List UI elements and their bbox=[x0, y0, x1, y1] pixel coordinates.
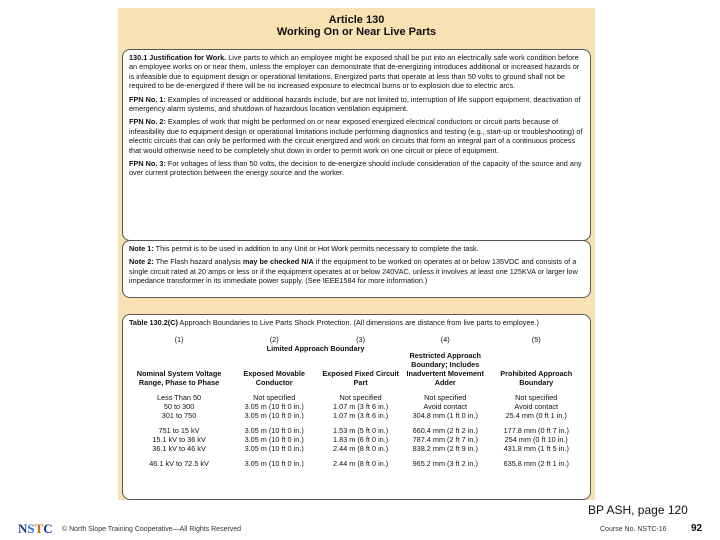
copyright-text: © North Slope Training Cooperative—All Rights Reserved bbox=[62, 526, 242, 533]
table-cell: Avoid contact bbox=[514, 402, 559, 412]
logo-letter: N bbox=[18, 521, 28, 536]
fpn1-label: FPN No. 1: bbox=[129, 94, 166, 104]
header-limited-approach: Limited Approach Boundary bbox=[266, 344, 365, 354]
table-cell: 3.05 m (10 ft 0 in.) bbox=[244, 459, 304, 469]
note2-label: Note 2: bbox=[129, 257, 154, 267]
table-cell: 1.53 m (5 ft 0 in.) bbox=[333, 426, 389, 436]
col-number: (5) bbox=[531, 335, 541, 345]
logo-letter: C bbox=[43, 521, 53, 536]
col-number: (2) bbox=[269, 335, 279, 345]
note2-paragraph bbox=[129, 257, 584, 285]
justification-box bbox=[122, 49, 591, 241]
header-prohibited-approach: Prohibited Approach Boundary bbox=[500, 369, 573, 388]
col-number: (1) bbox=[174, 335, 184, 345]
table-cell: 3.05 m (10 ft 0 in.) bbox=[244, 411, 304, 421]
table-row bbox=[129, 426, 584, 435]
table-cell: 3.05 m (10 ft 0 in.) bbox=[244, 435, 304, 445]
table-caption-text: Approach Boundaries to Live Parts Shock Protection. (All dimensions are distance from live parts to employee.) bbox=[177, 318, 539, 327]
fpn2-label: FPN No. 2: bbox=[129, 117, 166, 127]
table-cell: 304.8 mm (1 ft 0 in.) bbox=[412, 411, 478, 421]
table-cell: 751 to 15 kV bbox=[158, 426, 200, 436]
header-movable-conductor: Exposed Movable Conductor bbox=[243, 369, 305, 388]
slide-footer bbox=[18, 521, 718, 539]
table-cell: 3.05 m (10 ft 0 in.) bbox=[244, 402, 304, 412]
logo-letter: S bbox=[27, 521, 35, 536]
table-cell: 254 mm (0 ft 10 in.) bbox=[504, 435, 568, 445]
fpn1-paragraph bbox=[129, 95, 584, 114]
table-cell: Avoid contact bbox=[423, 402, 468, 412]
table-cell: 2.44 m (8 ft 0 in.) bbox=[333, 444, 389, 454]
table-cell: 177.8 mm (0 ft 7 in.) bbox=[503, 426, 569, 436]
note1-paragraph bbox=[129, 244, 584, 253]
col-number: (3) bbox=[356, 335, 366, 345]
table-cell: 2.44 m (8 ft 0 in.) bbox=[333, 459, 389, 469]
table-cell: 635.8 mm (2 ft 1 in.) bbox=[503, 459, 569, 469]
header-restricted-approach: Restricted Approach Boundary; Includes Inadvertent Movement Adder bbox=[406, 351, 484, 388]
header-voltage-range: Nominal System Voltage Range, Phase to Phase bbox=[136, 369, 222, 388]
table-cell: 787.4 mm (2 ft 7 in.) bbox=[412, 435, 478, 445]
table-cell: 50 to 300 bbox=[163, 402, 195, 412]
justification-text: Live parts to which an employee might be exposed shall be put into an electrically safe work condition before an employee works on or near them, unless the employer can demonstrate that de-energizing introduces additional or increased hazards or is infeasible due to equipment design or operational limitations. Energized parts that operate at less than 50 volts to ground shall not be required to be de-energized if there will be no increased exposure to electrical burns or to explosion due to electric arcs. bbox=[129, 53, 580, 91]
fpn3-paragraph bbox=[129, 159, 584, 178]
table-cell: 15.1 kV to 36 kV bbox=[152, 435, 206, 445]
notes-box bbox=[122, 240, 591, 298]
table-cell: 301 to 750 bbox=[161, 411, 197, 421]
note1-text: This permit is to be used in addition to any Unit or Hot Work permits necessary to complete the task. bbox=[153, 244, 479, 253]
logo-letter: T bbox=[34, 521, 44, 536]
fpn1-text: Examples of increased or additional hazards include, but are not limited to, interruption of life support equipment, deactivation of emergency alarm systems, and shutdown of hazardous location ventilation equipment. bbox=[129, 94, 581, 114]
table-cell: Less Than 50 bbox=[157, 393, 202, 403]
table-cell: 660.4 mm (2 ft 2 in.) bbox=[412, 426, 478, 436]
table-cell: 1.83 m (6 ft 0 in.) bbox=[333, 435, 389, 445]
column-number-row bbox=[129, 335, 584, 344]
table-cell: 431.8 mm (1 ft 5 in.) bbox=[503, 444, 569, 454]
fpn3-label: FPN No. 3: bbox=[129, 159, 166, 169]
approach-boundaries-table bbox=[129, 335, 584, 468]
table-cell: Not specified bbox=[424, 393, 467, 403]
table-row bbox=[129, 411, 584, 420]
justification-heading: 130.1 Justification for Work. bbox=[129, 53, 227, 62]
table-cell: 36.1 kV to 46 kV bbox=[152, 444, 206, 454]
table-caption-label: Table 130.2(C) bbox=[129, 318, 178, 327]
table-row bbox=[129, 444, 584, 453]
fpn2-text: Examples of work that might be performed on or near exposed energized electrical conductors or circuit parts because of infeasibility due to equipment design or operational limitations include performing diagnostics and testing (e.g., start-up or troubleshooting) of electric circuits that can only be performed with the circuit energized and work on circuits that form an integral part of a continuous process that would otherwise need to be completely shut down in order to permit work on one circuit or piece of equipment. bbox=[129, 117, 583, 155]
table-cell: 46.1 kV to 72.5 kV bbox=[149, 459, 209, 469]
page-number: 92 bbox=[691, 523, 703, 534]
note2-text-b: if the equipment to be worked on operates at or below 135VDC and consists of a single circuit rated at 20 amps or less or if the equipment operates at or below 240VAC, unless it involves at least one 125KVA or larger low impedance transformer in its immediate power supply. (See IEEE1584 for more information.) bbox=[129, 257, 578, 286]
note1-label: Note 1: bbox=[129, 244, 154, 253]
table-cell: 965.2 mm (3 ft 2 in.) bbox=[412, 459, 478, 469]
note2-bold: may be checked N/A bbox=[242, 257, 314, 267]
table-cell: 25.4 mm (0 ft 1 in.) bbox=[505, 411, 567, 421]
note2-text-a: The Flash hazard analysis bbox=[153, 257, 243, 267]
nstc-logo bbox=[18, 521, 60, 537]
table-cell: Not specified bbox=[253, 393, 296, 403]
table-row bbox=[129, 459, 584, 468]
table-row bbox=[129, 435, 584, 444]
approach-table-box bbox=[122, 314, 591, 500]
source-caption: BP ASH, page 120 bbox=[588, 503, 688, 517]
justification-paragraph bbox=[129, 53, 584, 91]
fpn3-text: For voltages of less than 50 volts, the decision to de-energize should include consideration of the capacity of the source and any over current protection between the energy source and the worker. bbox=[129, 159, 582, 178]
fpn2-paragraph bbox=[129, 117, 584, 155]
header-row bbox=[129, 344, 584, 353]
table-caption bbox=[129, 318, 584, 327]
article-subtitle: Working On or Near Live Parts bbox=[276, 26, 437, 38]
article-title: Article 130 bbox=[328, 14, 385, 26]
table-cell: 1.07 m (3 ft 6 in.) bbox=[333, 411, 389, 421]
table-cell: Not specified bbox=[339, 393, 382, 403]
table-cell: 838.2 mm (2 ft 9 in.) bbox=[412, 444, 478, 454]
col-number: (4) bbox=[440, 335, 450, 345]
document-page bbox=[118, 8, 595, 500]
table-cell: 3.05 m (10 ft 0 in.) bbox=[244, 426, 304, 436]
table-cell: Not specified bbox=[515, 393, 558, 403]
table-row bbox=[129, 402, 584, 411]
table-cell: 1.07 m (3 ft 6 in.) bbox=[333, 402, 389, 412]
table-cell: 3.05 m (10 ft 0 in.) bbox=[244, 444, 304, 454]
table-row bbox=[129, 393, 584, 402]
course-number: Course No. NSTC-16 bbox=[600, 526, 667, 533]
header-fixed-circuit-part: Exposed Fixed Circuit Part bbox=[322, 369, 399, 388]
